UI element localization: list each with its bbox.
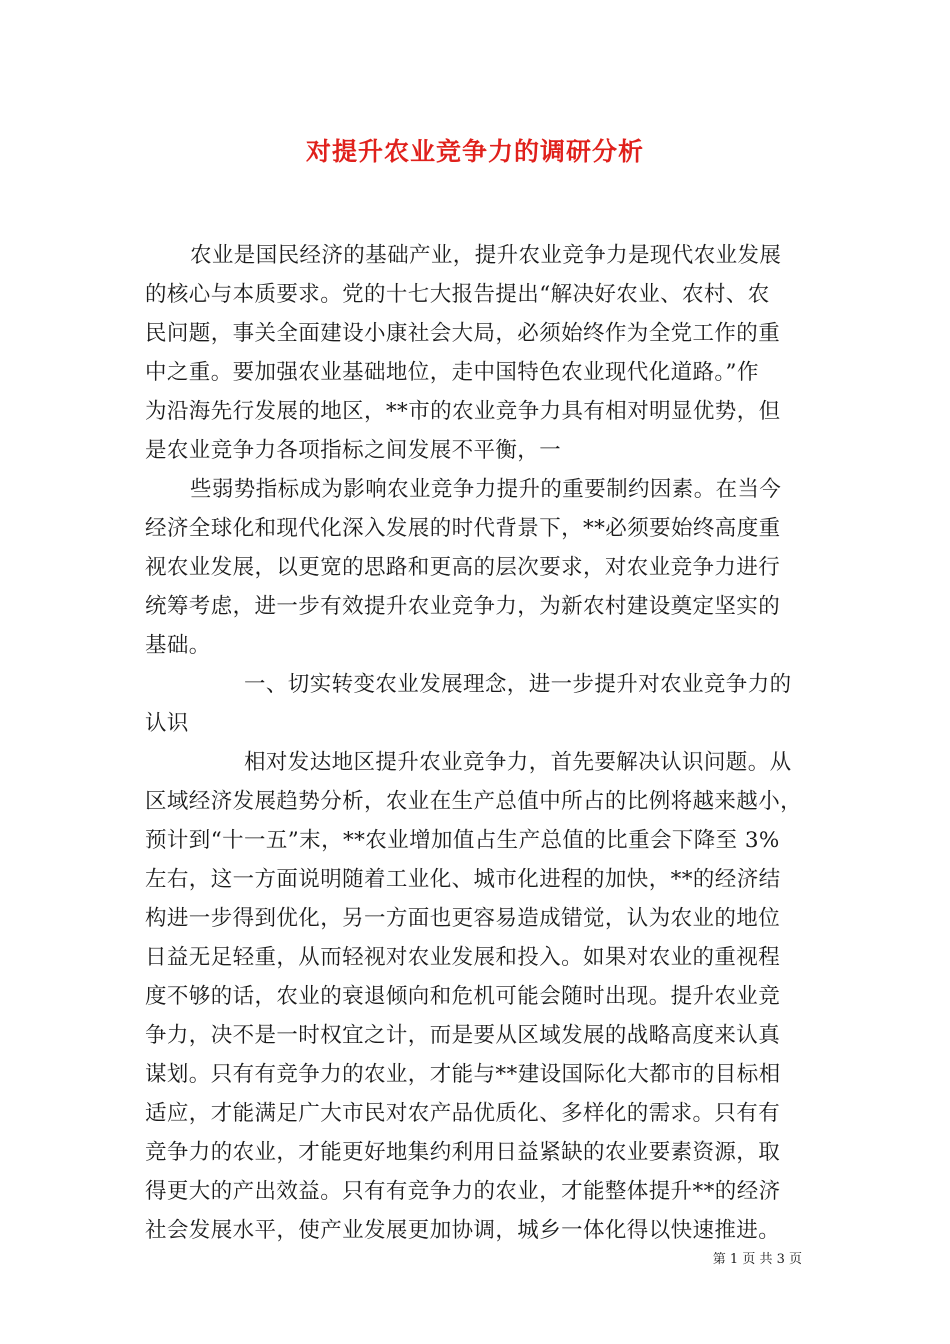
body-line: 构进一步得到优化，另一方面也更容易造成错觉，认为农业的地位 (145, 906, 781, 931)
body-line: 统筹考虑，进一步有效提升农业竞争力，为新农村建设奠定坚实的 (145, 594, 781, 619)
body-line: 区域经济发展趋势分析，农业在生产总值中所占的比例将越来越小， (145, 789, 803, 814)
body-line: 争力，决不是一时权宜之计，而是要从区域发展的战略高度来认真 (145, 1023, 781, 1048)
body-line: 得更大的产出效益。只有有竞争力的农业，才能整体提升**的经济 (145, 1179, 781, 1204)
section-heading-line: 一、切实转变农业发展理念，进一步提升对农业竞争力的 (244, 672, 792, 697)
body-line: 社会发展水平，使产业发展更加协调，城乡一体化得以快速推进。 (145, 1218, 781, 1243)
body-line: 些弱势指标成为影响农业竞争力提升的重要制约因素。在当今 (190, 477, 782, 502)
section-heading-line: 认识 (145, 711, 189, 736)
body-line: 左右，这一方面说明随着工业化、城市化进程的加快，**的经济结 (145, 867, 781, 892)
body-line: 预计到“十一五”末，**农业增加值占生产总值的比重会下降至 3% (145, 828, 780, 853)
body-line: 适应，才能满足广大市民对农产品优质化、多样化的需求。只有有 (145, 1101, 781, 1126)
body-line: 经济全球化和现代化深入发展的时代背景下，**必须要始终高度重 (145, 516, 781, 541)
document-title: 对提升农业竞争力的调研分析 (305, 137, 644, 166)
body-line: 日益无足轻重，从而轻视对农业发展和投入。如果对农业的重视程 (145, 945, 781, 970)
body-line: 竞争力的农业，才能更好地集约利用日益紧缺的农业要素资源，取 (145, 1140, 781, 1165)
body-line: 民问题，事关全面建设小康社会大局，必须始终作为全党工作的重 (145, 321, 781, 346)
body-line: 中之重。要加强农业基础地位，走中国特色农业现代化道路。”作 (145, 360, 759, 385)
body-line: 基础。 (145, 633, 211, 658)
body-line: 是农业竞争力各项指标之间发展不平衡，一 (145, 438, 562, 463)
body-line: 的核心与本质要求。党的十七大报告提出“解决好农业、农村、农 (145, 282, 770, 307)
body-line: 为沿海先行发展的地区，**市的农业竞争力具有相对明显优势，但 (145, 399, 781, 424)
body-line: 相对发达地区提升农业竞争力，首先要解决认识问题。从 (244, 750, 792, 775)
body-line: 农业是国民经济的基础产业，提升农业竞争力是现代农业发展 (190, 243, 782, 268)
body-line: 视农业发展，以更宽的思路和更高的层次要求，对农业竞争力进行 (145, 555, 781, 580)
body-line: 度不够的话，农业的衰退倾向和危机可能会随时出现。提升农业竞 (145, 984, 781, 1009)
page-number: 第 1 页 共 3 页 (712, 1252, 802, 1267)
body-line: 谋划。只有有竞争力的农业，才能与**建设国际化大都市的目标相 (145, 1062, 781, 1087)
